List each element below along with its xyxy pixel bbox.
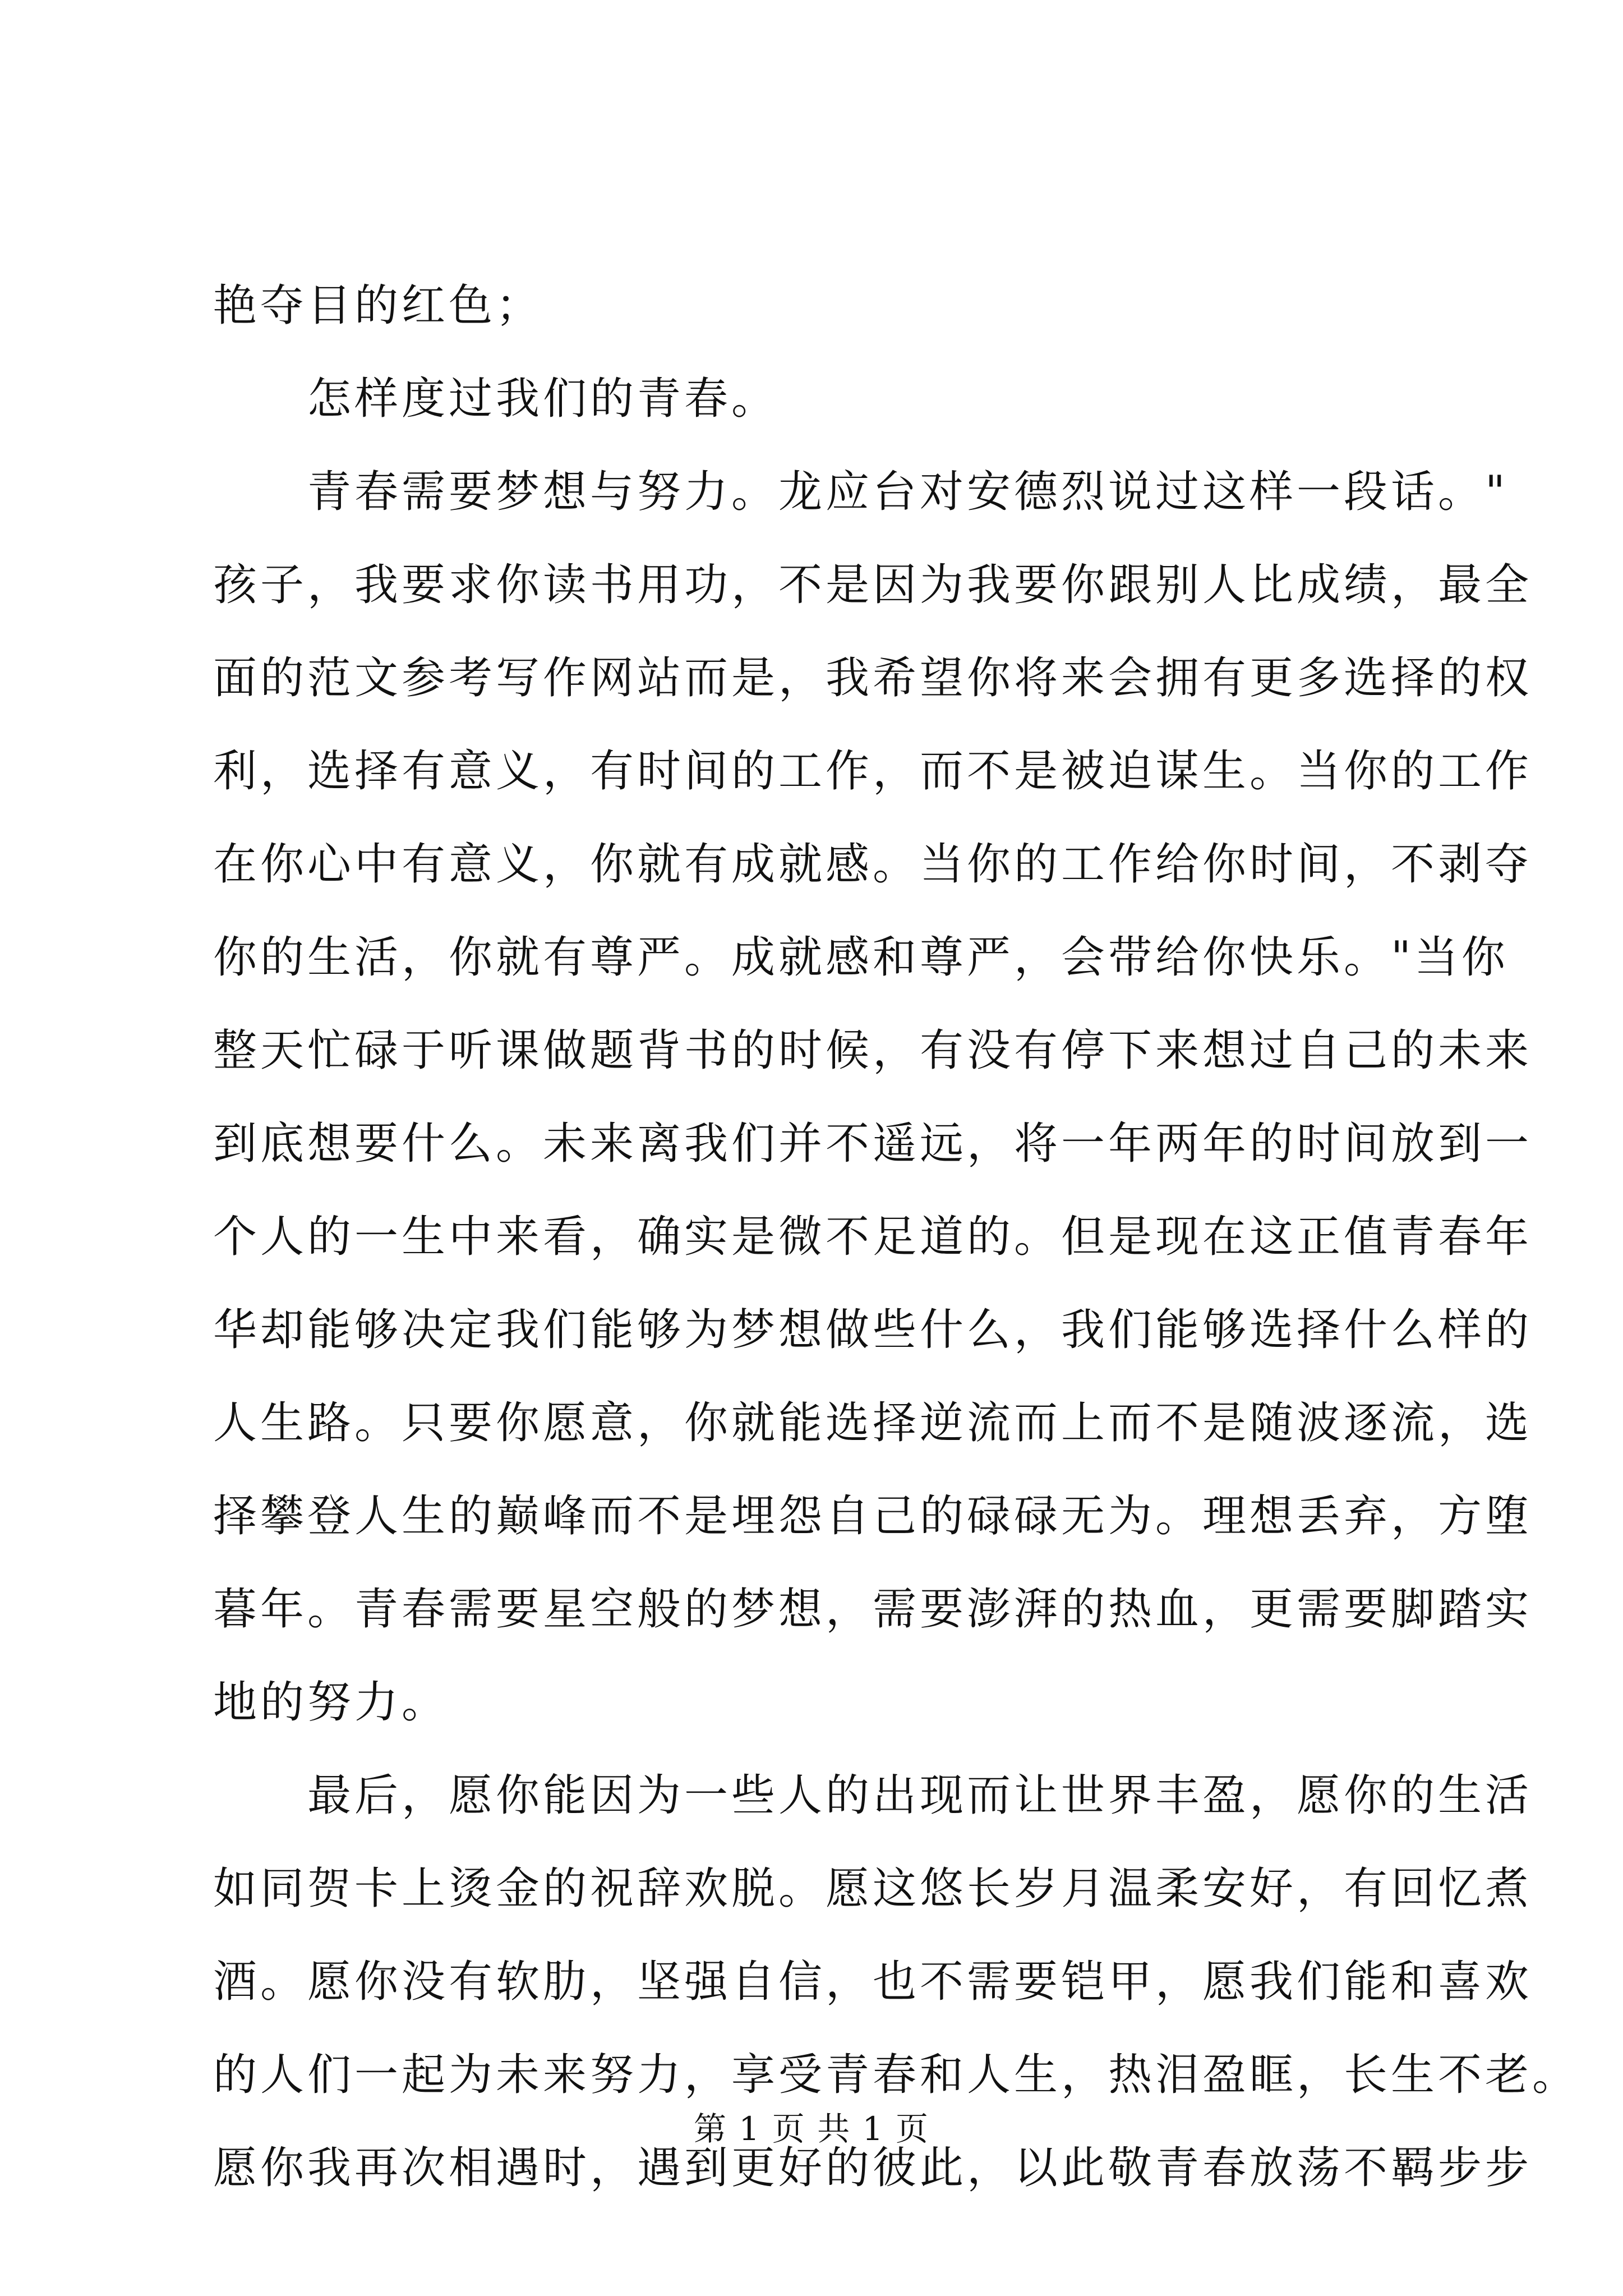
text-line: 怎样度过我们的青春。 [213,374,779,424]
text-line: 择攀登人生的巅峰而不是埋怨自己的碌碌无为。理想丢弃，方堕 [213,1491,1533,1542]
text-line: 艳夺目的红色； [213,280,543,331]
text-line: 地的努力。 [213,1677,449,1728]
page-footer: 第 1 页 共 1 页 [694,2110,929,2148]
text-line: 在你心中有意义，你就有成就感。当你的工作给你时间，不剥夺 [213,839,1533,890]
text-line: 整天忙碌于听课做题背书的时候，有没有停下来想过自己的未来 [213,1025,1533,1076]
text-line: 你的生活，你就有尊严。成就感和尊严，会带给你快乐。"当你 [213,932,1509,983]
text-line: 青春需要梦想与努力。龙应台对安德烈说过这样一段话。" [213,467,1509,517]
text-line: 面的范文参考写作网站而是，我希望你将来会拥有更多选择的权 [213,653,1533,703]
text-line: 到底想要什么。未来离我们并不遥远，将一年两年的时间放到一 [213,1119,1533,1169]
text-line: 愿你我再次相遇时，遇到更好的彼此，以此敬青春放荡不羁步步 [213,2143,1533,2193]
text-line: 暮年。青春需要星空般的梦想，需要澎湃的热血，更需要脚踏实 [213,1584,1533,1635]
text-line: 最后，愿你能因为一些人的出现而让世界丰盈，愿你的生活 [213,1770,1533,1821]
text-line: 利，选择有意义，有时间的工作，而不是被迫谋生。当你的工作 [213,746,1533,797]
text-line: 的人们一起为未来努力，享受青春和人生，热泪盈眶，长生不老。 [213,2050,1580,2100]
text-line: 人生路。只要你愿意，你就能选择逆流而上而不是随波逐流，选 [213,1398,1533,1448]
text-line: 酒。愿你没有软肋，坚强自信，也不需要铠甲，愿我们能和喜欢 [213,1957,1533,2007]
text-line: 如同贺卡上烫金的祝辞欢脱。愿这悠长岁月温柔安好，有回忆煮 [213,1864,1533,1914]
text-line: 华却能够决定我们能够为梦想做些什么，我们能够选择什么样的 [213,1305,1533,1355]
text-line: 个人的一生中来看，确实是微不足道的。但是现在这正值青春年 [213,1212,1533,1262]
text-line: 孩子，我要求你读书用功，不是因为我要你跟别人比成绩，最全 [213,560,1533,610]
